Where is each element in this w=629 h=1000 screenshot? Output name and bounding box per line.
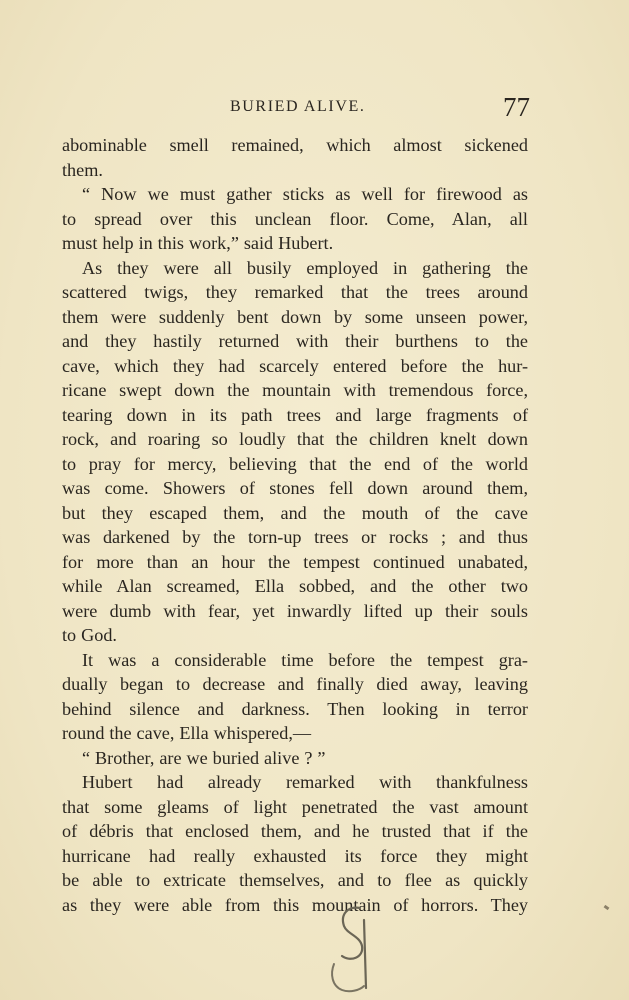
text-line: that some gleams of light penetrated the vast amount xyxy=(62,796,528,817)
text-line: It was a considerable time before the tempest gra- xyxy=(82,649,528,670)
pencil-mark-icon xyxy=(320,900,390,995)
text-line: to pray for mercy, believing that the end of the world xyxy=(62,453,528,474)
text-line: was come. Showers of stones fell down around them, xyxy=(62,478,528,498)
text-line: As they were all busily employed in gathering the xyxy=(82,257,528,278)
text-line: “ Now we must gather sticks as well for firewood as xyxy=(82,184,528,204)
running-title: BURIED ALIVE. xyxy=(230,98,366,115)
text-line: were dumb with fear, yet inwardly lifted up their souls xyxy=(62,600,528,621)
text-line: while Alan screamed, Ella sobbed, and the other two xyxy=(62,576,528,596)
page-speck xyxy=(604,905,610,910)
text-line: abominable smell remained, which almost sickened xyxy=(62,135,528,155)
text-line: them were suddenly bent down by some unseen power, xyxy=(62,306,528,327)
text-line: dually began to decrease and finally died away, leaving xyxy=(62,674,528,694)
text-line: them. xyxy=(62,159,103,180)
text-line: was darkened by the torn-up trees or rocks ; and thus xyxy=(62,527,528,547)
text-line: as they were able from this mountain of horrors. They xyxy=(62,894,528,915)
text-line: hurricane had really exhausted its force they might xyxy=(62,845,528,866)
text-line: round the cave, Ella whispered,— xyxy=(62,723,312,743)
text-line: behind silence and darkness. Then looking in terror xyxy=(62,698,528,719)
text-line: for more than an hour the tempest continued unabated, xyxy=(62,551,528,572)
text-line: must help in this work,” said Hubert. xyxy=(62,233,334,253)
text-line: and they hastily returned with their burthens to the xyxy=(62,331,528,351)
body-text xyxy=(62,133,528,917)
text-line: Hubert had already remarked with thankfulness xyxy=(82,772,528,792)
text-line: “ Brother, are we buried alive ? ” xyxy=(82,747,326,768)
text-line: tearing down in its path trees and large fragments of xyxy=(62,404,528,425)
text-line: ricane swept down the mountain with tremendous force, xyxy=(62,380,528,400)
text-line: to God. xyxy=(62,625,117,645)
text-line: cave, which they had scarcely entered before the hur- xyxy=(62,355,528,376)
running-head xyxy=(62,92,530,126)
text-line: to spread over this unclean floor. Come, Alan, all xyxy=(62,208,528,229)
text-line: of débris that enclosed them, and he trusted that if the xyxy=(62,821,528,841)
text-line: but they escaped them, and the mouth of the cave xyxy=(62,502,528,523)
text-line: be able to extricate themselves, and to flee as quickly xyxy=(62,870,528,890)
page-number: 77 xyxy=(503,92,530,122)
text-line: rock, and roaring so loudly that the children knelt down xyxy=(62,429,528,449)
text-line: scattered twigs, they remarked that the trees around xyxy=(62,282,528,302)
